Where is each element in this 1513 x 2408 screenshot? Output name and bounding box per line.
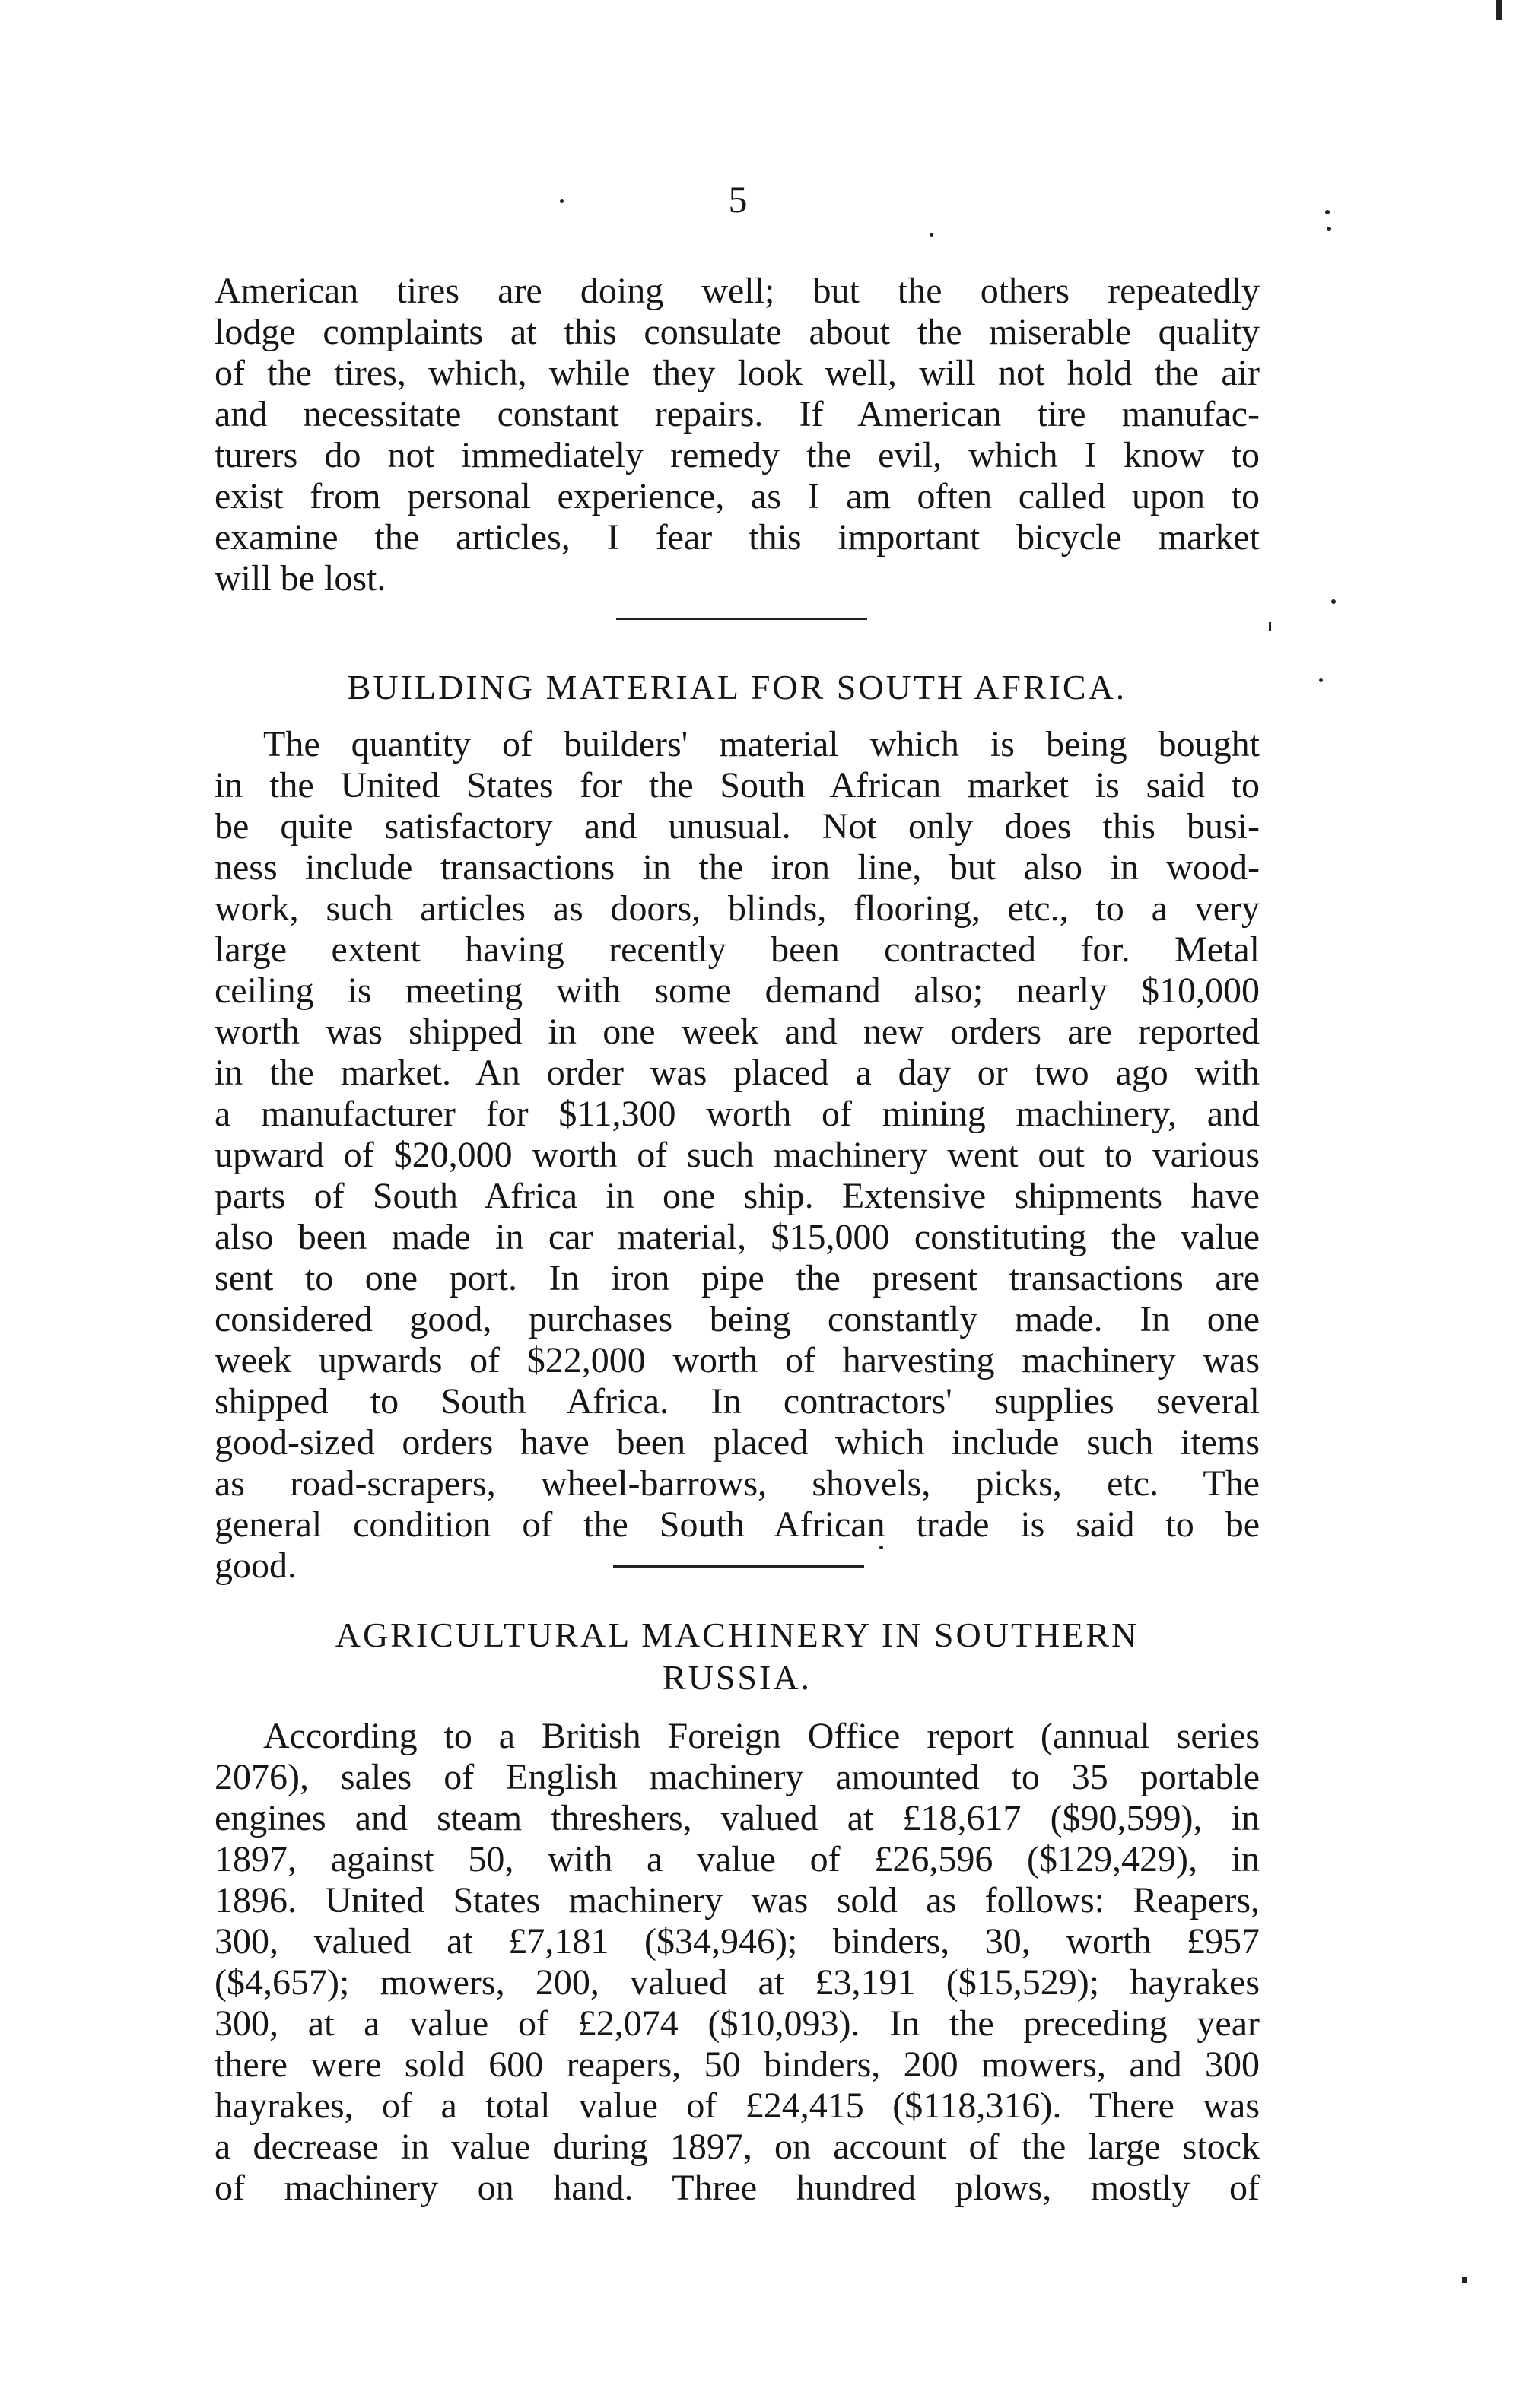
paragraph-line: general condition of the South African trade is said to be xyxy=(215,1504,1260,1545)
scan-speck xyxy=(1331,599,1336,604)
paragraph-line: The quantity of builders' material which is being bought xyxy=(263,724,1260,764)
section-divider xyxy=(613,1565,864,1568)
paragraph-line: engines and steam threshers, valued at £18,617 ($90,599), in xyxy=(215,1798,1260,1838)
paragraph-line: and necessitate constant repairs. If American tire manufac- xyxy=(215,394,1260,434)
paragraph-line: 2076), sales of English machinery amounted to 35 portable xyxy=(215,1757,1260,1797)
paragraph-line: as road-scrapers, wheel-barrows, shovels, picks, etc. The xyxy=(215,1463,1260,1504)
paragraph-line: ($4,657); mowers, 200, valued at £3,191 ($15,529); hayrakes xyxy=(215,1962,1260,2003)
scan-speck xyxy=(930,233,933,237)
paragraph-line: lodge complaints at this consulate about the miserable quality xyxy=(215,312,1260,352)
paragraph-line: 300, valued at £7,181 ($34,946); binders, 30, worth £957 xyxy=(215,1921,1260,1962)
page-number: 5 xyxy=(728,178,748,221)
paragraph-line: a manufacturer for $11,300 worth of mining machinery, and xyxy=(215,1094,1260,1134)
intro-paragraph xyxy=(215,271,1260,599)
section-heading-building-material: BUILDING MATERIAL FOR SOUTH AFRICA. xyxy=(347,668,1127,707)
paragraph-line: upward of $20,000 worth of such machinery went out to various xyxy=(215,1135,1260,1175)
paragraph-line: large extent having recently been contracted for. Metal xyxy=(215,929,1260,970)
agricultural-machinery-paragraph xyxy=(215,1716,1260,2209)
paragraph-line: be quite satisfactory and unusual. Not only does this busi- xyxy=(215,806,1260,847)
paragraph-line: a decrease in value during 1897, on account of the large stock xyxy=(215,2127,1260,2167)
paragraph-line: also been made in car material, $15,000 constituting the value xyxy=(215,1217,1260,1257)
paragraph-line: turers do not immediately remedy the evil, which I know to xyxy=(215,435,1260,475)
scan-speck xyxy=(1319,678,1323,682)
paragraph-line: work, such articles as doors, blinds, flooring, etc., to a very xyxy=(215,888,1260,929)
paragraph-line: week upwards of $22,000 worth of harvesting machinery was xyxy=(215,1340,1260,1380)
scan-speck xyxy=(1269,622,1271,631)
paragraph-line: hayrakes, of a total value of £24,415 ($118,316). There was xyxy=(215,2086,1260,2126)
paragraph-line: worth was shipped in one week and new orders are reported xyxy=(215,1012,1260,1052)
paragraph-line: of machinery on hand. Three hundred plows, mostly of xyxy=(215,2168,1260,2208)
paragraph-line: American tires are doing well; but the others repeatedly xyxy=(215,271,1260,311)
paragraph-line: parts of South Africa in one ship. Extensive shipments have xyxy=(215,1176,1260,1216)
paragraph-line: considered good, purchases being constantly made. In one xyxy=(215,1299,1260,1339)
scan-speck xyxy=(1462,2277,1467,2283)
paragraph-line: examine the articles, I fear this important bicycle market xyxy=(215,517,1260,558)
paragraph-line: there were sold 600 reapers, 50 binders, 200 mowers, and 300 xyxy=(215,2044,1260,2085)
section-heading-agricultural-machinery: AGRICULTURAL MACHINERY IN SOUTHERN xyxy=(335,1615,1140,1654)
paragraph-line: 300, at a value of £2,074 ($10,093). In the preceding year xyxy=(215,2003,1260,2044)
paragraph-line: 1896. United States machinery was sold as follows: Reapers, xyxy=(215,1880,1260,1920)
section-divider xyxy=(616,618,867,620)
section-heading-agricultural-machinery-continued: RUSSIA. xyxy=(662,1658,812,1697)
paragraph-line: According to a British Foreign Office report (annual series xyxy=(263,1716,1260,1756)
paragraph-line: of the tires, which, while they look well, will not hold the air xyxy=(215,353,1260,393)
paragraph-line: 1897, against 50, with a value of £26,596 ($129,429), in xyxy=(215,1839,1260,1879)
scan-speck xyxy=(560,199,564,203)
paragraph-line: shipped to South Africa. In contractors' supplies several xyxy=(215,1381,1260,1422)
paragraph-line: exist from personal experience, as I am often called upon to xyxy=(215,476,1260,516)
paragraph-line: in the United States for the South African market is said to xyxy=(215,765,1260,805)
paragraph-line: ceiling is meeting with some demand also; nearly $10,000 xyxy=(215,971,1260,1011)
paragraph-line: good-sized orders have been placed which include such items xyxy=(215,1422,1260,1463)
scan-speck xyxy=(1327,227,1331,231)
paragraph-line: will be lost. xyxy=(215,558,386,599)
scan-speck xyxy=(879,1546,883,1549)
paragraph-line: ness include transactions in the iron line, but also in wood- xyxy=(215,847,1260,888)
paragraph-line: sent to one port. In iron pipe the present transactions are xyxy=(215,1258,1260,1298)
scan-speck xyxy=(1325,210,1330,214)
paragraph-line: in the market. An order was placed a day or two ago with xyxy=(215,1053,1260,1093)
scan-mark xyxy=(1496,0,1502,20)
paragraph-line: good. xyxy=(215,1546,297,1586)
building-material-paragraph xyxy=(215,724,1260,1587)
